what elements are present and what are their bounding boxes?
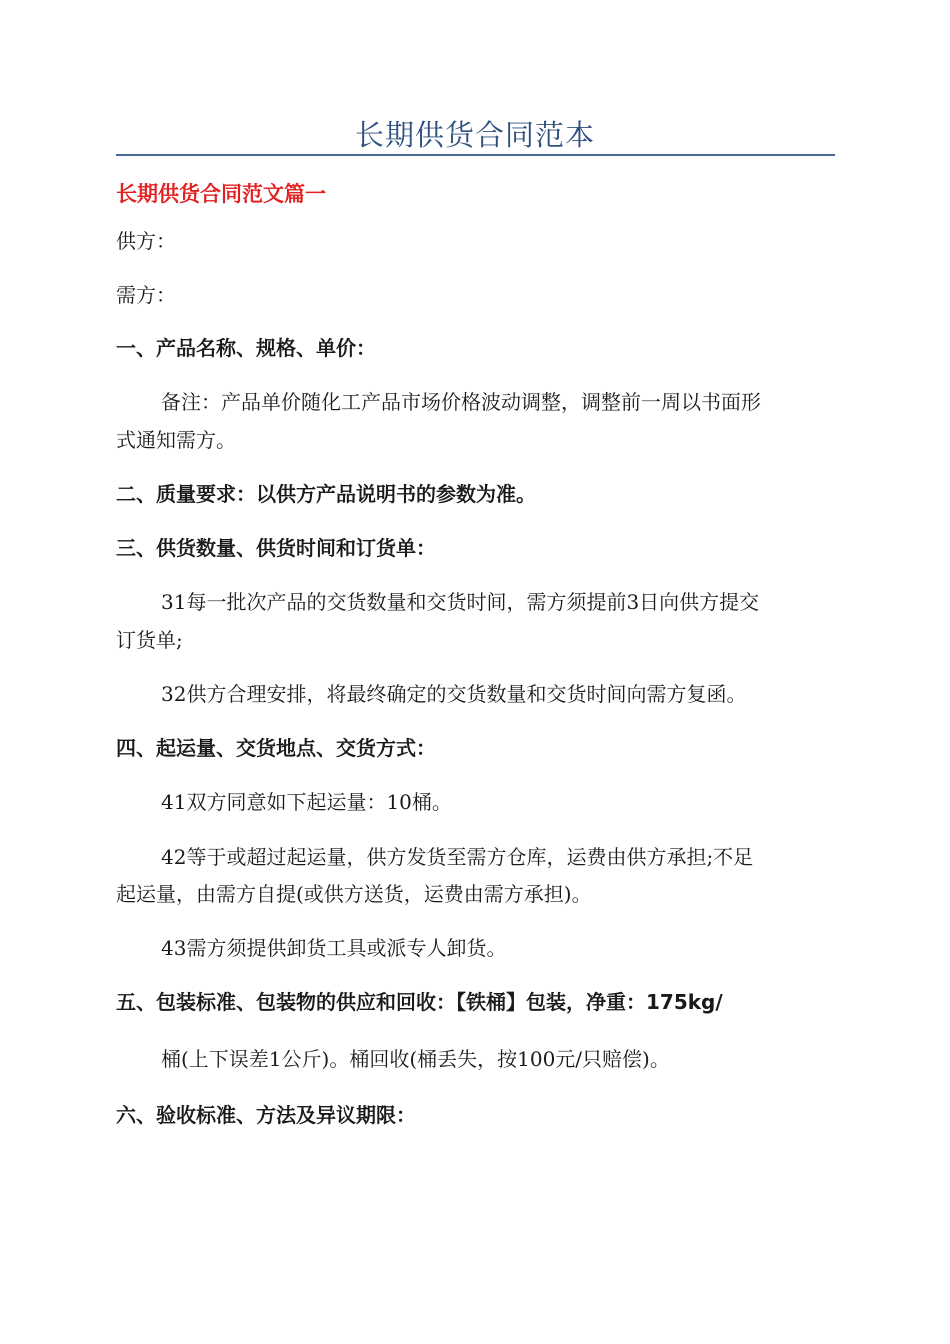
paragraph-5-line2: 桶(上下误差1公斤)。桶回收(桶丢失，按100元/只赔偿)。 [161, 1047, 670, 1071]
heading-5: 五、包装标准、包装物的供应和回收：【铁桶】包装，净重：175kg/ [116, 990, 723, 1014]
document-title: 长期供货合同范本 [354, 118, 595, 152]
heading-6: 六、验收标准、方法及异议期限： [116, 1103, 416, 1127]
heading-2: 二、质量要求：以供方产品说明书的参数为准。 [116, 482, 536, 506]
section-title: 长期供货合同范文篇一 [116, 182, 326, 206]
heading-1: 一、产品名称、规格、单价： [116, 336, 376, 360]
title-underline [116, 154, 835, 156]
buyer-line: 需方： [116, 283, 176, 307]
heading-3: 三、供货数量、供货时间和订货单： [116, 536, 436, 560]
paragraph-note-line2: 式通知需方。 [116, 428, 236, 452]
supplier-line: 供方： [116, 229, 176, 253]
paragraph-42-line2: 起运量，由需方自提(或供方送货，运费由需方承担)。 [116, 882, 592, 906]
heading-4: 四、起运量、交货地点、交货方式： [116, 736, 436, 760]
paragraph-43: 43需方须提供卸货工具或派专人卸货。 [161, 936, 507, 960]
paragraph-32: 32供方合理安排，将最终确定的交货数量和交货时间向需方复函。 [161, 682, 747, 706]
paragraph-note-line1: 备注：产品单价随化工产品市场价格波动调整，调整前一周以书面形 [161, 390, 761, 414]
paragraph-31-line2: 订货单; [116, 628, 183, 652]
paragraph-42-line1: 42等于或超过起运量，供方发货至需方仓库，运费由供方承担;不足 [161, 845, 754, 869]
paragraph-41: 41双方同意如下起运量：10桶。 [161, 790, 452, 814]
paragraph-31-line1: 31每一批次产品的交货数量和交货时间，需方须提前3日向供方提交 [161, 590, 760, 614]
